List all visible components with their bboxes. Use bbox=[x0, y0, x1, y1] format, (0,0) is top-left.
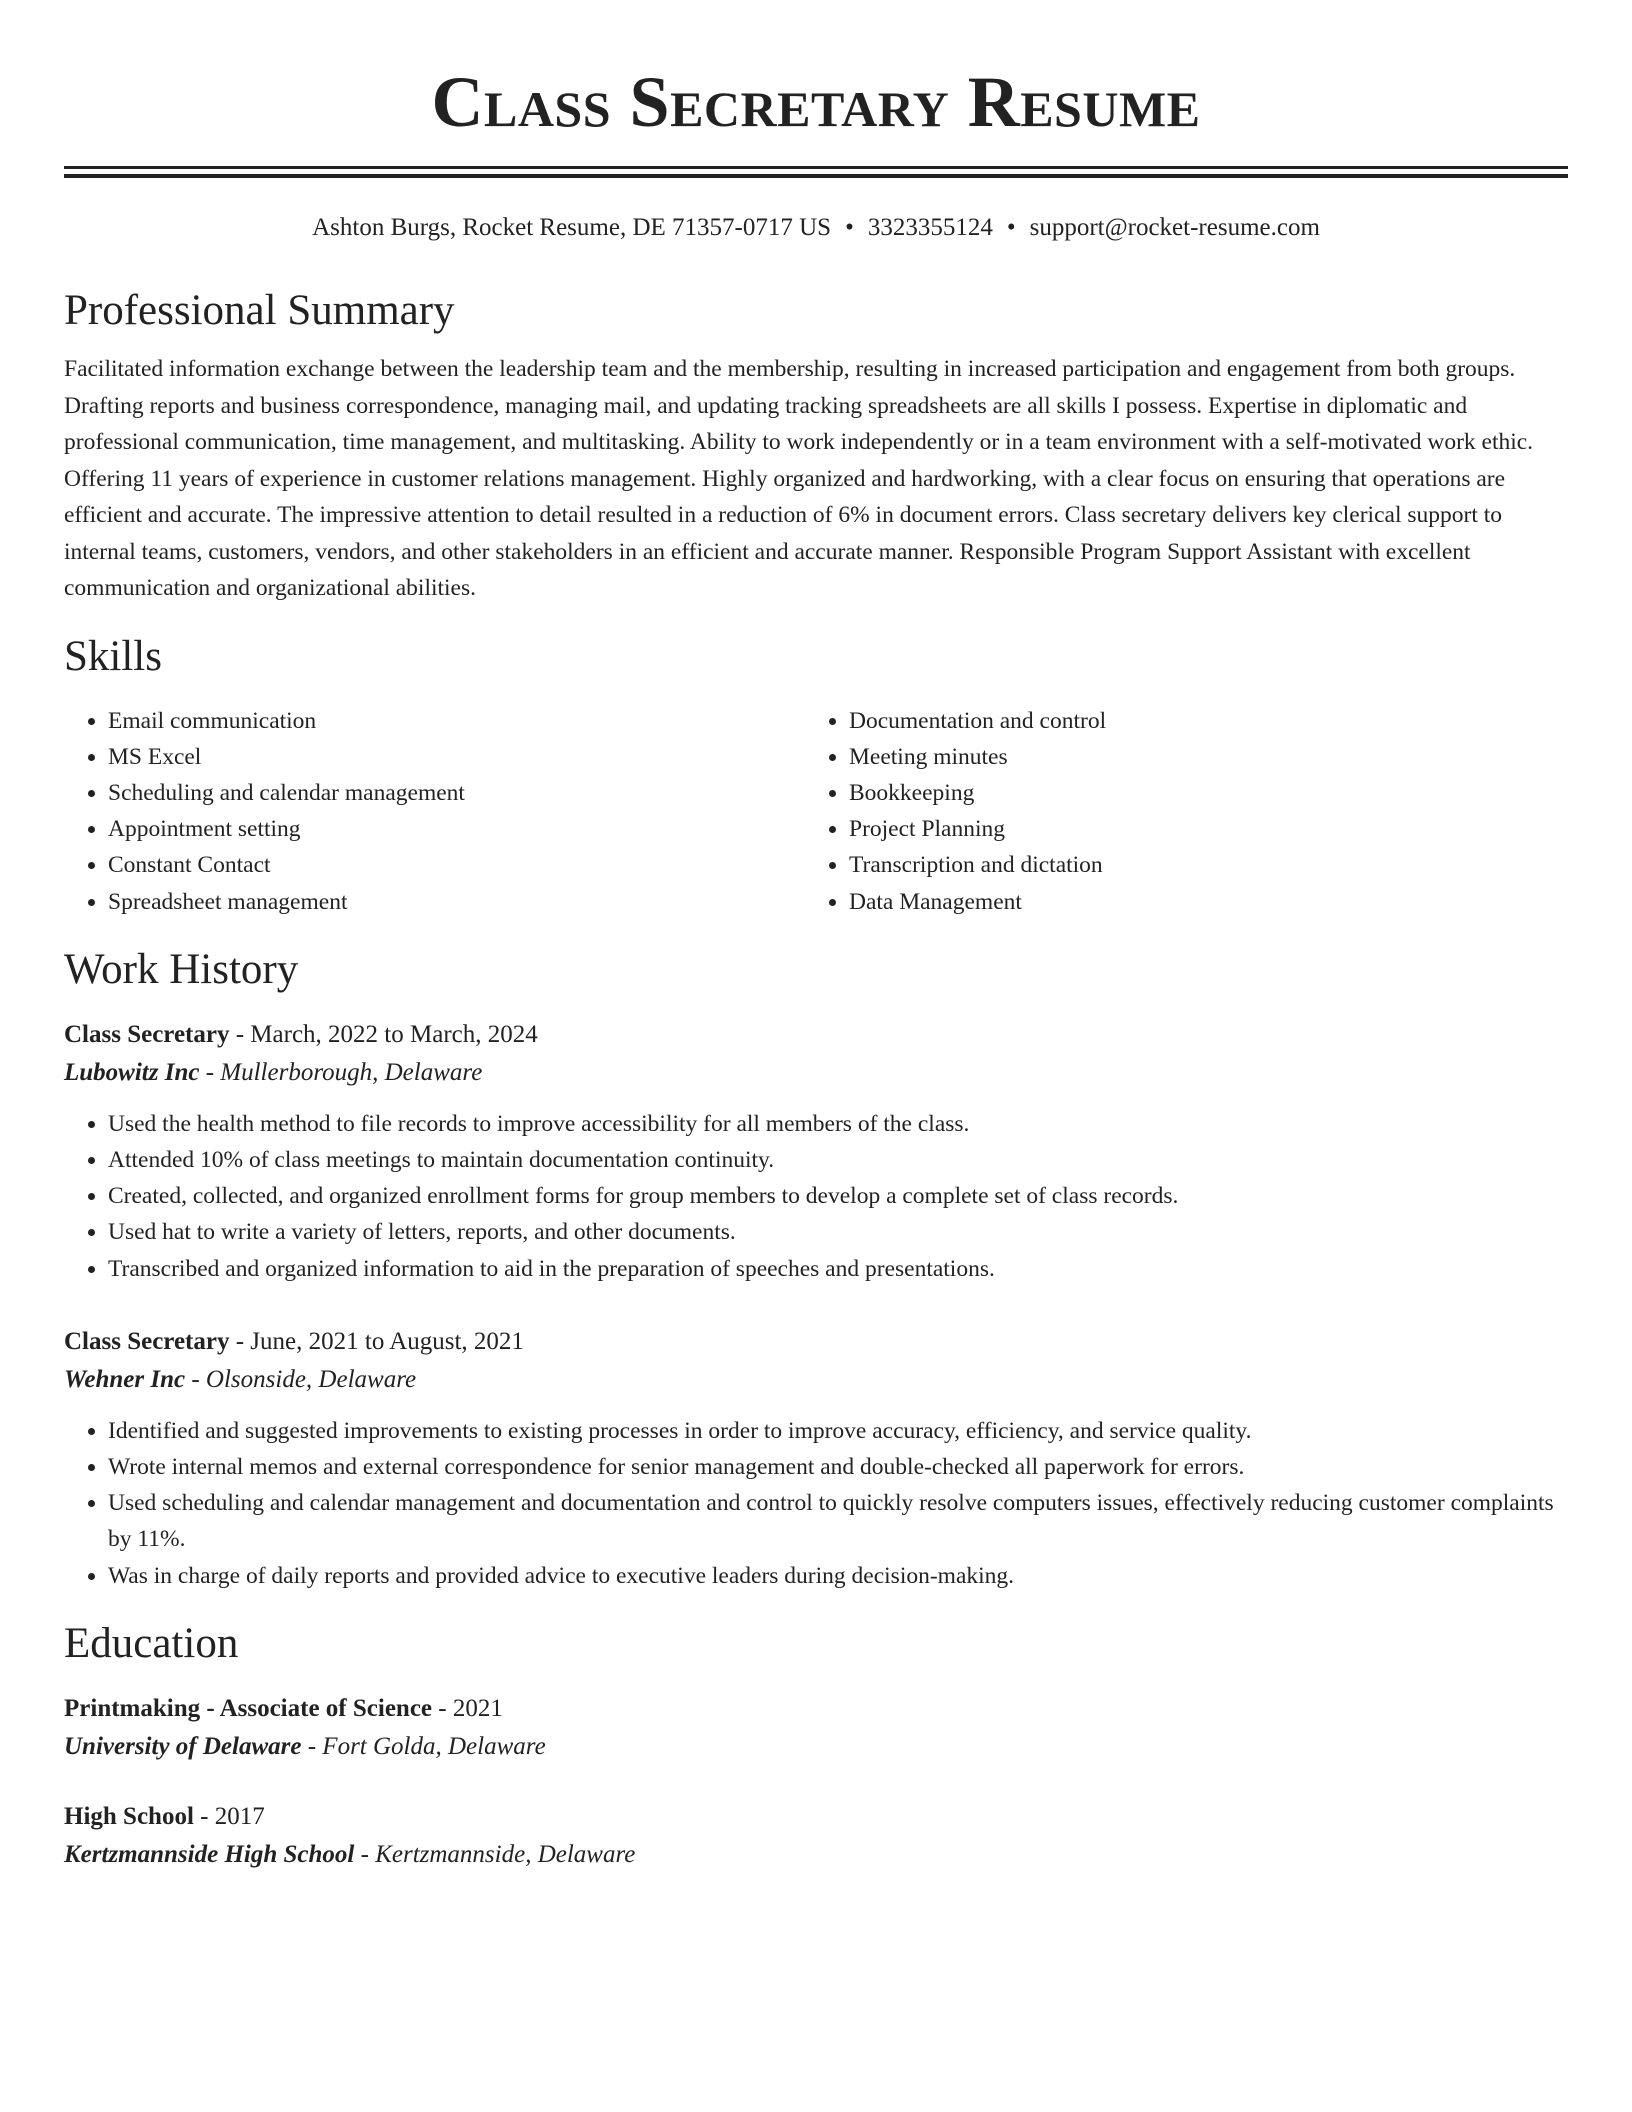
job-title: Class Secretary bbox=[64, 1327, 230, 1355]
job-bullet: • Used the health method to file records to improve accessibility for all members of the class. bbox=[108, 1106, 1568, 1142]
education-degree-line: Printmaking - Associate of Science - 2021 bbox=[64, 1694, 503, 1722]
education-degree-line: High School - 2017 bbox=[64, 1802, 265, 1830]
job-title: Class Secretary bbox=[64, 1020, 230, 1048]
contact-separator: • bbox=[1006, 214, 1016, 241]
skill-item: • Scheduling and calendar management bbox=[108, 775, 805, 811]
skill-item: • MS Excel bbox=[108, 739, 805, 775]
job-bullet: • Identified and suggested improvements to existing processes in order to improve accuracy, efficiency, and service quality. bbox=[108, 1413, 1568, 1449]
contact-phone: 3323355124 bbox=[867, 214, 993, 241]
skill-item: • Bookkeeping bbox=[849, 775, 1546, 811]
job-entry bbox=[64, 1016, 1568, 1287]
skill-item: • Meeting minutes bbox=[849, 739, 1546, 775]
job-location: Mullerborough, Delaware bbox=[220, 1058, 483, 1086]
skills-heading: Skills bbox=[64, 632, 162, 680]
job-title-line: Class Secretary - June, 2021 to August, 2021 bbox=[64, 1327, 524, 1355]
education-entry bbox=[64, 1690, 1568, 1766]
skills-column-left bbox=[64, 703, 805, 920]
job-dates: March, 2022 to March, 2024 bbox=[250, 1020, 538, 1048]
job-bullet: • Transcribed and organized information to aid in the preparation of speeches and presentations. bbox=[108, 1251, 1568, 1287]
contact-line bbox=[64, 211, 1568, 245]
skills-list-right bbox=[805, 703, 1546, 920]
skill-item: • Data Management bbox=[849, 884, 1546, 920]
job-title-line: Class Secretary - March, 2022 to March, 2024 bbox=[64, 1020, 538, 1048]
job-dates: June, 2021 to August, 2021 bbox=[250, 1327, 524, 1355]
skills-section bbox=[64, 631, 1568, 920]
contact-separator: • bbox=[845, 214, 854, 241]
work-history-heading: Work History bbox=[64, 945, 299, 993]
job-bullets bbox=[64, 1106, 1568, 1287]
job-company: Wehner Inc bbox=[64, 1365, 186, 1393]
job-company-line: Lubowitz Inc - Mullerborough, Delaware bbox=[64, 1058, 483, 1086]
job-bullet: • Used scheduling and calendar management and documentation and control to quickly resolve computers issues, effectively reducing customer complaints by 11%. bbox=[108, 1485, 1568, 1557]
education-heading: Education bbox=[64, 1619, 239, 1667]
job-bullet: • Was in charge of daily reports and provided advice to executive leaders during decision-making. bbox=[108, 1558, 1568, 1594]
skill-item: • Appointment setting bbox=[108, 811, 805, 847]
education-degree: High School bbox=[64, 1802, 194, 1830]
education-school: Kertzmannside High School bbox=[64, 1840, 355, 1868]
summary-text: Facilitated information exchange between the leadership team and the membership, resulting in increased participation and engagement from both groups. Drafting reports and business correspondence, managing mail, and updating tracking spreadsheets are all skills I possess. Expertise in diplomatic and professional communication, time management, and multitasking. Ability to work independently or in a team environment with a self-motivated work ethic. Offering 11 years of experience in customer relations management. Highly organized and hardworking, with a clear focus on ensuring that operations are efficient and accurate. The impressive attention to detail resulted in a reduction of 6% in document errors. Class secretary delivers key clerical support to internal teams, customers, vendors, and other stakeholders in an efficient and accurate manner. Responsible Program Support Assistant with excellent communication and organizational abilities. bbox=[64, 356, 1534, 601]
skills-columns bbox=[64, 703, 1568, 920]
summary-section bbox=[64, 285, 1568, 607]
education-location: Fort Golda, Delaware bbox=[322, 1732, 546, 1760]
skill-item: • Documentation and control bbox=[849, 703, 1546, 739]
job-bullet: • Attended 10% of class meetings to maintain documentation continuity. bbox=[108, 1142, 1568, 1178]
education-degree: Printmaking - Associate of Science bbox=[64, 1694, 433, 1722]
job-bullet: • Used hat to write a variety of letters, reports, and other documents. bbox=[108, 1214, 1568, 1250]
skill-item: • Project Planning bbox=[849, 811, 1546, 847]
education-school: University of Delaware bbox=[64, 1732, 302, 1760]
skill-item: • Spreadsheet management bbox=[108, 884, 805, 920]
contact-address: Ashton Burgs, Rocket Resume, DE 71357-0717 US bbox=[312, 214, 832, 241]
title-double-rule bbox=[64, 166, 1568, 178]
education-school-line: Kertzmannside High School - Kertzmannside, Delaware bbox=[64, 1840, 636, 1868]
resume-title: Class Secretary Resume bbox=[431, 62, 1201, 142]
job-entry bbox=[64, 1323, 1568, 1594]
education-year: 2021 bbox=[452, 1694, 503, 1722]
job-bullet: • Wrote internal memos and external correspondence for senior management and double-checked all paperwork for errors. bbox=[108, 1449, 1568, 1485]
skill-item: • Transcription and dictation bbox=[849, 847, 1546, 883]
education-section bbox=[64, 1618, 1568, 1874]
education-year: 2017 bbox=[214, 1802, 265, 1830]
education-location: Kertzmannside, Delaware bbox=[375, 1840, 636, 1868]
job-bullet: • Created, collected, and organized enrollment forms for group members to develop a complete set of class records. bbox=[108, 1178, 1568, 1214]
work-history-section bbox=[64, 944, 1568, 1594]
job-company-line: Wehner Inc - Olsonside, Delaware bbox=[64, 1365, 417, 1393]
skill-item: • Email communication bbox=[108, 703, 805, 739]
education-entry bbox=[64, 1798, 1568, 1874]
skill-item: • Constant Contact bbox=[108, 847, 805, 883]
education-school-line: University of Delaware - Fort Golda, Delaware bbox=[64, 1732, 546, 1760]
job-location: Olsonside, Delaware bbox=[205, 1365, 417, 1393]
skills-column-right bbox=[805, 703, 1546, 920]
contact-email: support@rocket-resume.com bbox=[1029, 214, 1320, 241]
job-company: Lubowitz Inc bbox=[64, 1058, 200, 1086]
skills-list-left bbox=[64, 703, 805, 920]
summary-heading: Professional Summary bbox=[64, 287, 455, 334]
job-bullets bbox=[64, 1413, 1568, 1594]
